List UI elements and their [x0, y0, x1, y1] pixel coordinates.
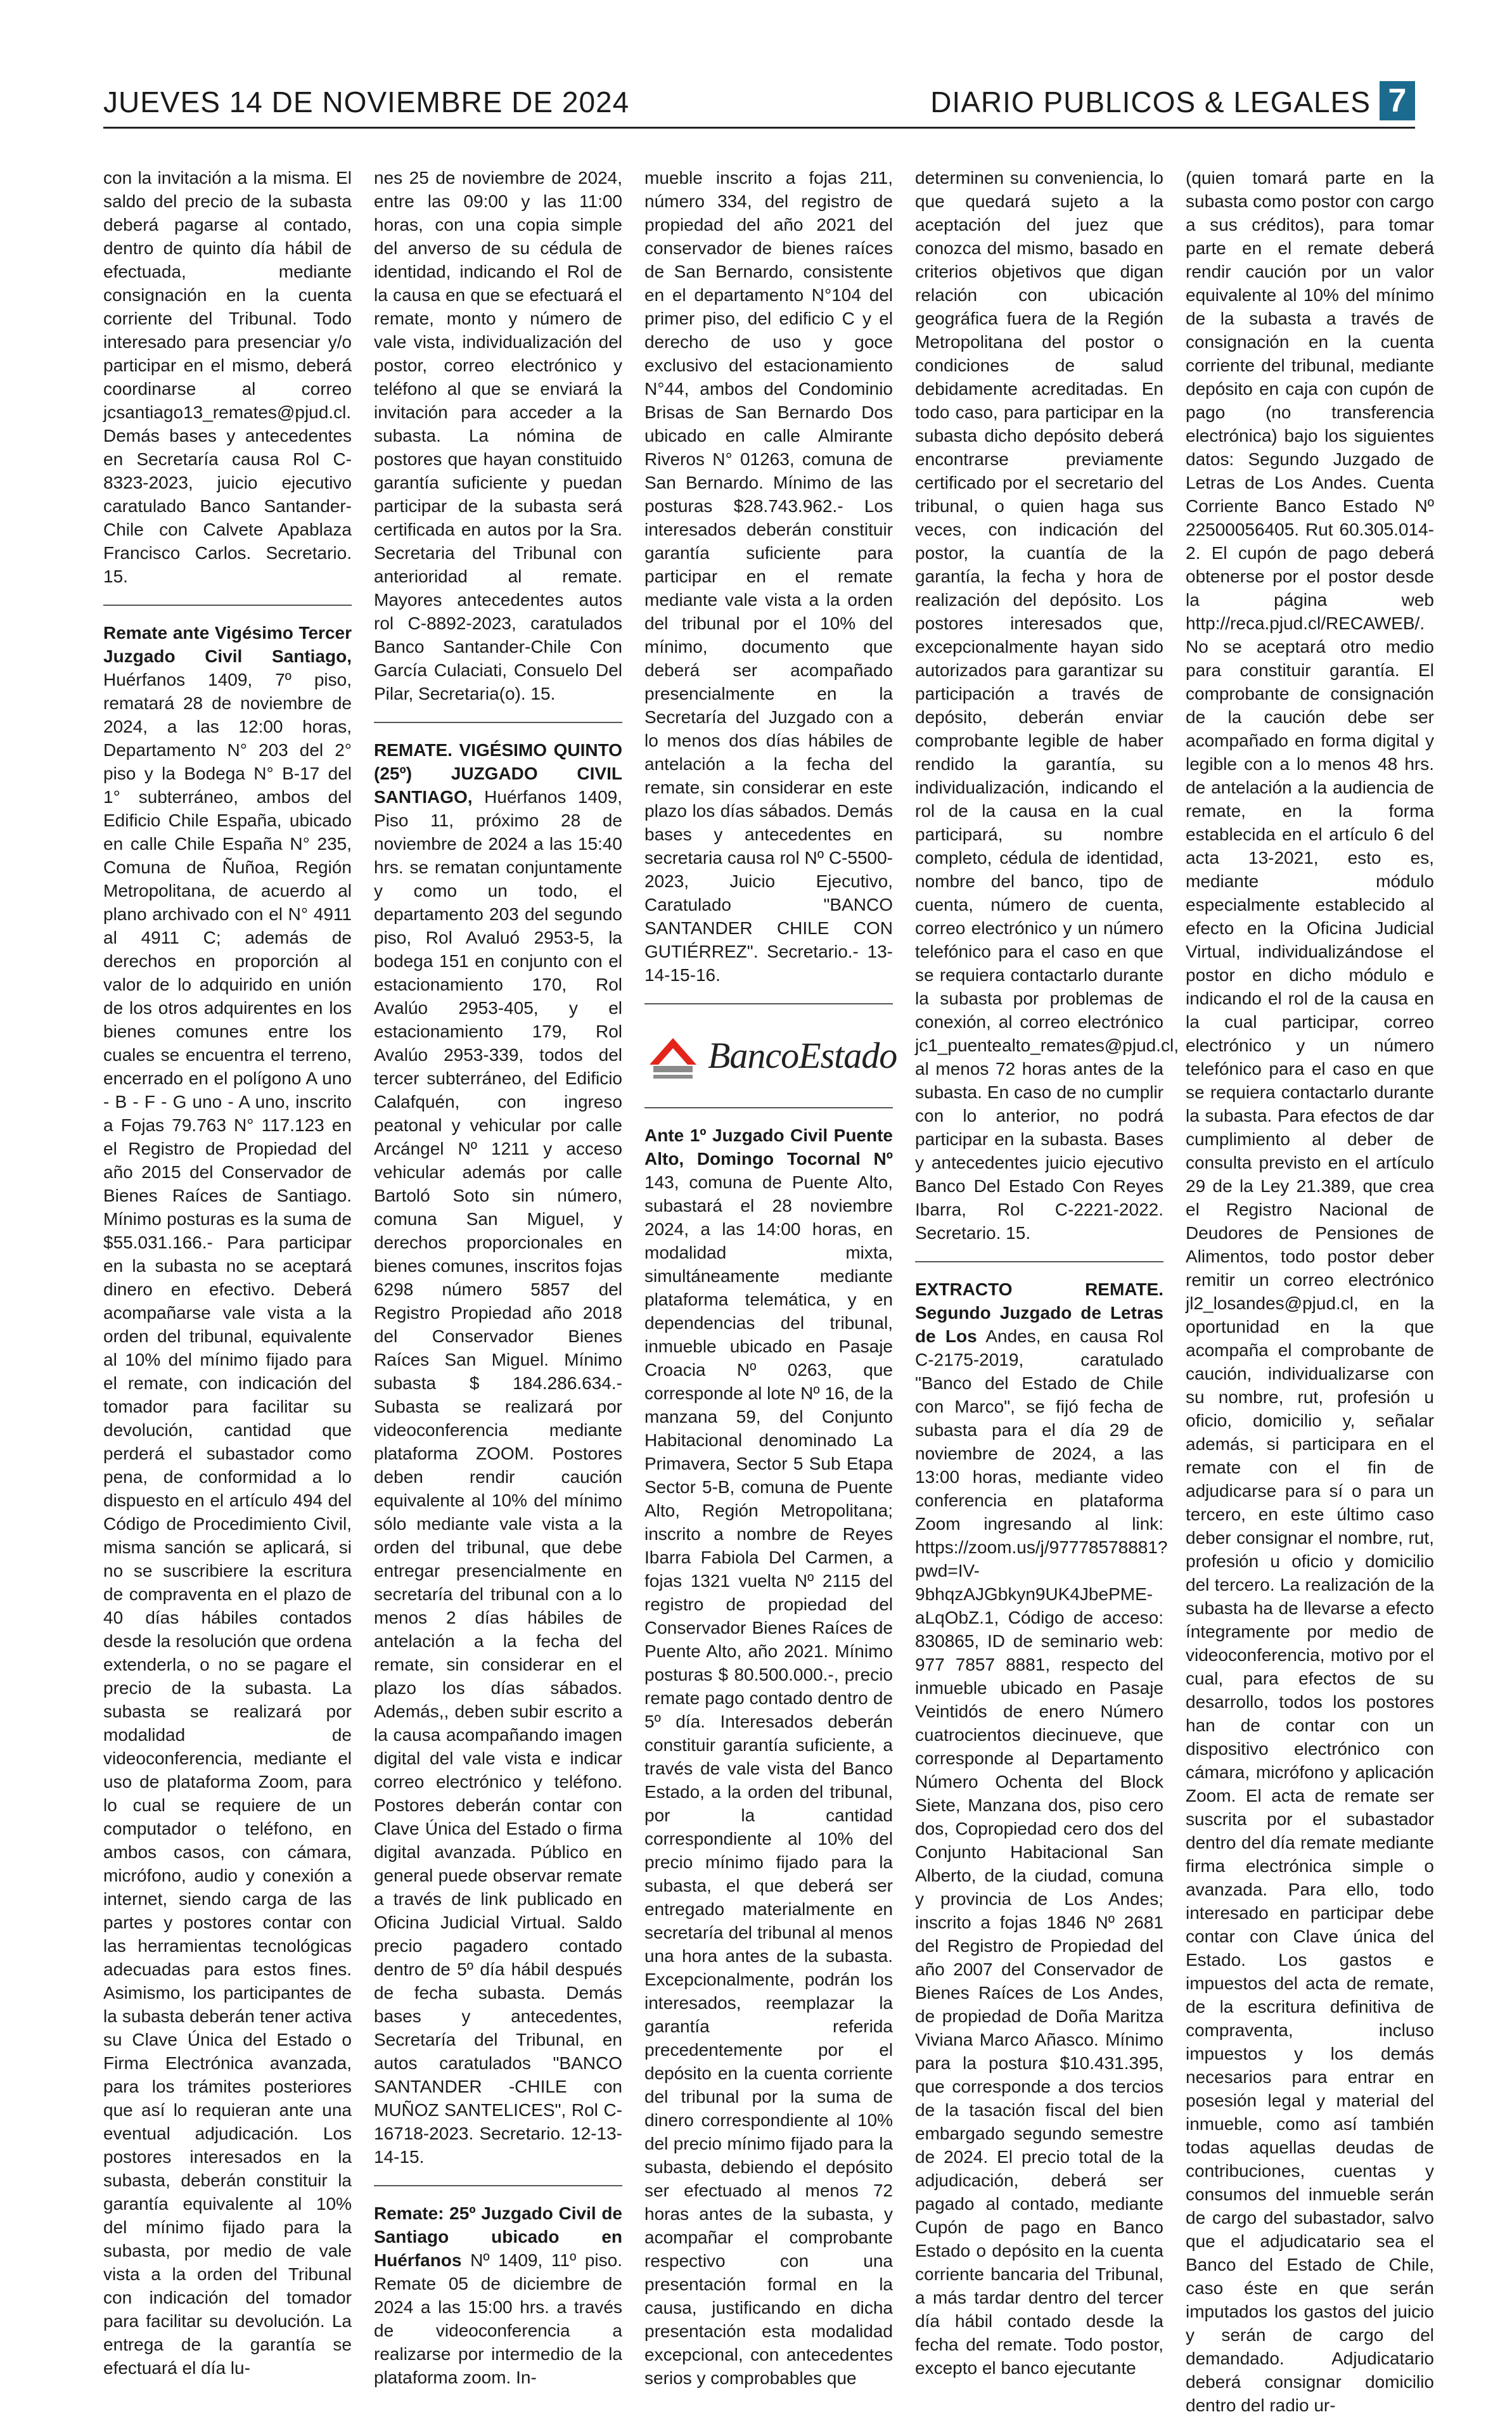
notice-title: Ante 1º Juzgado Civil Puente Alto, Domingo Tocornal Nº	[644, 1125, 893, 1169]
notice-text: Huérfanos 1409, 7º piso, rematará 28 de noviembre de 2024, a las 12:00 horas, Departamento N° 203 del 2° piso y la Bodega N° B-17 del 1° subterráneo, ambos del Edificio Chile España, ubicado en calle Chile España N° 235, Comuna de Ñuñoa, Región Metropolitana, de acuerdo al plano archivado con el N° 4911 al 4911 C; además de derechos en proporción al valor de lo adquirido en unión de los otros adquirentes en los bienes comunes entre los cuales se encuentra el terreno, encerrado en el polígono A uno - B - F - G uno - A uno, inscrito a Fojas 79.763 N° 117.123 en el Registro de Propiedad del año 2015 del Conservador de Bienes Raíces de Santiago. Mínimo posturas es la suma de $55.031.166.- Para participar en la subasta no se aceptará dinero en efectivo. Deberá acompañarse vale vista a la orden del tribunal, equivalente al 10% del mínimo fijado para el remate, con indicación del tomador para facilitar su devolución, cantidad que perderá el subastador como pena, de conformidad a lo dispuesto en el artículo 494 del Código de Procedimiento Civil, misma sanción se aplicará, si no se suscribiere la escritura de compraventa en el plazo de 40 días hábiles contados desde la resolución que ordena extenderla, o no se pagare el precio de la subasta. La subasta se realizará por modalidad de videoconferencia, mediante el uso de plataforma Zoom, para lo cual se requiere de un computador o teléfono, en ambos casos, con cámara, micrófono, audio y conexión a internet, siendo carga de las partes y postores contar con las herramientas tecnológicas adecuadas para estos fines. Asimismo, los participantes de la subasta deberán tener activa su Clave Única del Estado o Firma Electrónica avanzada, para los trámites posteriores que así lo requieran ante una eventual adjudicación. Los postores interesados en la subasta, deberán constituir la garantía equivalente al 10% del mínimo fijado para la subasta, por medio de vale vista a la orden del Tribunal con indicación del tomador para facilitar su devolución. La entrega de la garantía se efectuará el día lu-	[103, 670, 352, 2378]
notice-text: Huérfanos 1409, Piso 11, próximo 28 de noviembre de 2024 a las 15:40 hrs. se rematan conjuntamente y como un todo, el departamento 203 del segundo piso, Rol Avaluó 2953-5, la bodega 151 en conjunto con el estacionamiento 170, Rol Avalúo 2953-405, y el estacionamiento 179, Rol Avalúo 2953-339, todos del tercer subterráneo, del Edificio Calafquén, con ingreso peatonal y vehicular por calle Arcángel Nº 1211 y acceso vehicular además por calle Bartoló Soto sin número, comuna San Miguel, y derechos proporcionales en bienes comunes, inscritos fojas 6298 número 5857 del Registro Propiedad año 2018 del Conservador Bienes Raíces San Miguel. Mínimo subasta $ 184.286.634.- Subasta se realizará por videoconferencia mediante plataforma ZOOM. Postores deben rendir caución equivalente al 10% del mínimo sólo mediante vale vista a la orden del tribunal, que debe entregar presencialmente en secretaría del tribunal con a lo menos 2 días hábiles de antelación a la fecha del remate, sin considerar en el plazo los días sábados. Además,, deben subir escrito a la causa acompañando imagen digital del vale vista e indicar correo electrónico y teléfono. Postores deberán contar con Clave Única del Estado o firma digital avanzada. Público en general puede observar remate a través de link publicado en Oficina Judicial Virtual. Saldo precio pagadero contado dentro de 5º día hábil después de fecha subasta. Demás bases y antecedentes, Secretaría del Tribunal, en autos caratulados "BANCO SANTANDER -CHILE con MUÑOZ SANTELICES", Rol C-16718-2023. Secretario. 12-13-14-15.	[374, 787, 622, 2167]
notice-divider	[103, 605, 352, 606]
notice-text: 143, comuna de Puente Alto, subastará el 28 noviembre 2024, a las 14:00 horas, en modalidad mixta, simultáneamente mediante plataforma telemática, y en dependencias del tribunal, inmueble ubicado en Pasaje Croacia Nº 0263, que corresponde al lote Nº 16, de la manzana 59, del Conjunto Habitacional denominado La Primavera, Sector 5 Sub Etapa Sector 5-B, comuna de Puente Alto, Región Metropolitana; inscrito a nombre de Reyes Ibarra Fabiola Del Carmen, a fojas 1321 vuelta Nº 2115 del registro de propiedad del Conservador Bienes Raíces de Puente Alto, año 2021. Mínimo posturas $ 80.500.000.-, precio remate pago contado dentro de 5º día. Interesados deberán constituir garantía suficiente, a través de vale vista del Banco Estado, a la orden del tribunal, por la cantidad correspondiente al 10% del precio mínimo fijado para la subasta, el que deberá ser entregado materialmente en secretaría del tribunal al menos una hora antes de la subasta. Excepcionalmente, podrán los interesados, reemplazar la garantía referida precedentemente por el depósito en la cuenta corriente del tribunal por la suma de dinero correspondiente al 10% del precio mínimo fijado para la subasta, debiendo el depósito ser efectuado al menos 72 horas antes de la subasta, y acompañar el comprobante respectivo con una presentación formal en la causa, justificando en dicha presentación esta modalidad excepcional, con antecedentes serios y comprobables que	[644, 1172, 893, 2388]
page-number: 7	[1380, 81, 1415, 120]
newspaper-name: DIARIO PUBLICOS & LEGALES	[930, 86, 1371, 119]
notice	[103, 621, 352, 2380]
notice-title: REMATE. VIGÉSIMO QUINTO (25º) JUZGADO CIVIL SANTIAGO,	[374, 740, 622, 807]
column-5	[1186, 166, 1434, 2415]
notice-divider	[374, 722, 622, 723]
notice-divider	[915, 1261, 1163, 1262]
notice-text: mueble inscrito a fojas 211, número 334, del registro de propiedad del año 2021 del conservador de bienes raíces de San Bernardo, consistente en el departamento N°104 del primer piso, del edificio C y el derecho de uso y goce exclusivo del estacionamiento N°44, ambos del Condominio Brisas de San Bernardo Dos ubicado en calle Almirante Riveros N° 01263, comuna de San Bernardo. Mínimo de las posturas $28.743.962.- Los interesados deberán constituir garantía suficiente para participar en el remate mediante vale vista a la orden del tribunal por el 10% del mínimo, documento que deberá ser acompañado presencialmente en la Secretaría del Juzgado con a lo menos dos días hábiles de antelación a la fecha del remate, sin considerar en este plazo los días sábados. Demás bases y antecedentes en secretaria causa rol Nº C-5500-2023, Juicio Ejecutivo, Caratulado "BANCO SANTANDER CHILE CON GUTIÉRREZ". Secretario.- 13-14-15-16.	[644, 168, 893, 985]
column-3	[644, 166, 897, 2388]
notice	[374, 2202, 622, 2389]
bancoestado-wordmark: BancoEstado	[708, 1034, 897, 1076]
notice-divider	[644, 1003, 893, 1004]
bancoestado-logo	[644, 1020, 897, 1091]
column-2	[374, 166, 622, 2387]
notice-text: con la invitación a la misma. El saldo del precio de la subasta deberá pagarse al contado, dentro de quinto día hábil de efectuada, mediante consignación en la cuenta corriente del Tribunal. Todo interesado para presenciar y/o participar en el mismo, deberá coordinarse al correo jcsantiago13_remates@pjud.cl. Demás bases y antecedentes en Secretaría causa Rol C-8323-2023, juicio ejecutivo caratulado Banco Santander- Chile con Calvete Apablaza Francisco Carlos. Secretario. 15.	[103, 168, 352, 586]
notice-divider	[374, 2185, 622, 2186]
notice-divider	[644, 1107, 893, 1108]
notice-title: Remate: 25º Juzgado Civil de Santiago ubicado en Huérfanos	[374, 2203, 622, 2270]
bancoestado-logo-icon	[644, 1027, 702, 1084]
header-rule	[103, 127, 1415, 129]
issue-date: JUEVES 14 DE NOVIEMBRE DE 2024	[103, 86, 630, 119]
notice-text: Nº 1409, 11º piso. Remate 05 de diciembre de 2024 a las 15:00 hrs. a través de videoconferencia a realizarse por intermedio de la plataforma zoom. In-	[374, 2250, 622, 2387]
notice	[644, 1124, 893, 2390]
notice-text: Andes, en causa Rol C-2175-2019, caratulado "Banco del Estado de Chile con Marco", se fijó fecha de subasta para el día 29 de noviembre de 2024, a las 13:00 horas, mediante video conferencia en plataforma Zoom ingresando al link: https://zoom.us/j/97778578881?pwd=IV-9bhqzAJGbkyn9UK4JbePME-aLqObZ.1, Código de acceso: 830865, ID de seminario web: 977 7857 8881, respecto del inmueble ubicado en Pasaje Veintidós de enero Número cuatrocientos diecinueve, que corresponde al Departamento Número Ochenta del Block Siete, Manzana dos, piso cero dos, Copropiedad cero dos del Conjunto Habitacional San Alberto, de la ciudad, comuna y provincia de Los Andes; inscrito a fojas 1846 Nº 2681 del Registro de Propiedad del año 2007 del Conservador de Bienes Raíces de Los Andes, de propiedad de Doña Maritza Viviana Marco Añasco. Mínimo para la postura $10.431.395, que corresponde a dos tercios de la tasación fiscal del bien embargado segundo semestre de 2024. El precio total de la adjudicación, deberá ser pagado al contado, mediante Cupón de pago en Banco Estado o depósito en la cuenta corriente bancaria del Tribunal, a más tardar dentro del tercer día hábil contado desde la fecha del remate. Todo postor, excepto el banco ejecutante	[915, 1326, 1168, 2378]
notice-text: determinen su conveniencia, lo que quedará sujeto a la aceptación del juez que conozca del mismo, basado en criterios objetivos que digan relación con ubicación geográfica fuera de la Región Metropolitana del postor o condiciones de salud debidamente acreditadas. En todo caso, para participar en la subasta dicho depósito deberá encontrarse previamente certificado por el secretario del tribunal, o quien haga sus veces, con indicación del postor, la cuantía de la garantía, la fecha y hora de realización del depósito. Los postores interesados que, excepcionalmente hayan sido autorizados para garantizar su participación a través de depósito, deberán enviar comprobante legible de haber rendido la garantía, su individualización, indicando el rol de la causa en la cual participará, su nombre completo, cédula de identidad, nombre del banco, tipo de cuenta, número de cuenta, correo electrónico y un número telefónico para el caso en que se requiera contactarlo durante la subasta por problemas de conexión, al correo electrónico jc1_puentealto_remates@pjud.cl, al menos 72 horas antes de la subasta. En caso de no cumplir con lo anterior, no podrá participar en la subasta. Bases y antecedentes juicio ejecutivo Banco Del Estado Con Reyes Ibarra, Rol C-2221-2022. Secretario. 15.	[915, 168, 1179, 1243]
column-1	[103, 166, 352, 2378]
page-header	[103, 81, 1415, 127]
notice-title: EXTRACTO REMATE. Segundo Juzgado de Letras de Los	[915, 1279, 1163, 1346]
notice-text: nes 25 de noviembre de 2024, entre las 09:00 y las 11:00 horas, con una copia simple del anverso de su cédula de identidad, indicando el Rol de la causa en que se efectuará el remate, monto y número de vale vista, individualización del postor, correo electrónico y teléfono al que se enviará la invitación para acceder a la subasta. La nómina de postores que hayan constituido garantía suficiente y puedan participar de la subasta será certificada en autos por la Sra. Secretaria del Tribunal con anterioridad al remate. Mayores antecedentes autos rol C-8892-2023, caratulados Banco Santander-Chile Con García Culaciati, Consuelo Del Pilar, Secretaria(o). 15.	[374, 168, 622, 703]
notice	[915, 1278, 1168, 2380]
column-4	[915, 166, 1179, 2378]
notice-text: (quien tomará parte en la subasta como postor con cargo a sus créditos), para tomar parte en el remate deberá rendir caución por un valor equivalente al 10% del mínimo de la subasta a través de consignación en la cuenta corriente del tribunal, mediante depósito en caja con cupón de pago (no transferencia electrónica) bajo los siguientes datos: Segundo Juzgado de Letras de Los Andes. Cuenta Corriente Banco Estado Nº 22500056405. Rut 60.305.014-2. El cupón de pago deberá obtenerse por el postor desde la página web http://reca.pjud.cl/RECAWEB/. No se aceptará otro medio para constituir garantía. El comprobante de consignación de la caución debe ser acompañado en forma digital y legible con a lo menos 48 hrs. de antelación a la audiencia de remate, en la forma establecida en el artículo 6 del acta 13-2021, esto es, mediante módulo especialmente establecido al efecto en la Oficina Judicial Virtual, individualizándose el postor en dicho módulo e indicando el rol de la causa en la cual participar, correo electrónico y un número telefónico para el caso en que se requiera contactarlo durante la subasta. Para efectos de dar cumplimiento al deber de consulta previsto en el artículo 29 de la Ley 21.389, que crea el Registro Nacional de Deudores de Pensiones de Alimentos, todo postor deber remitir un correo electrónico jl2_losandes@pjud.cl, en la oportunidad en la que acompaña el comprobante de caución, individualizarse con su nombre, rut, profesión u oficio, domicilio y, señalar además, si participara en el remate con el fin de adjudicarse para sí o para un tercero, en este último caso deber consignar el nombre, rut, profesión u oficio y domicilio del tercero. La realización de la subasta ha de llevarse a efecto íntegramente por medio de videoconferencia, motivo por el cual, para efectos de su desarrollo, todos los postores han de contar con un dispositivo electrónico con cámara, micrófono y aplicación Zoom. El acta de remate ser suscrita por el subastador dentro del día remate mediante firma electrónica simple o avanzada. Para ello, todo interesado en participar debe contar con Clave única del Estado. Los gastos e impuestos del acta de remate, de la escritura definitiva de compraventa, incluso impuestos y los demás necesarios para entrar en posesión legal y material del inmueble, como así también todas aquellas deudas de contribuciones, cuentas y consumos del inmueble serán de cargo del subastador, salvo que el adjudicatario sea el Banco del Estado de Chile, caso éste en que serán imputados los gastos del juicio y serán de cargo del demandado. Adjudicatario deberá consignar domicilio dentro del radio ur-	[1186, 168, 1434, 2415]
notice	[374, 738, 622, 2169]
notice-title: Remate ante Vigésimo Tercer Juzgado Civil Santiago,	[103, 623, 352, 666]
